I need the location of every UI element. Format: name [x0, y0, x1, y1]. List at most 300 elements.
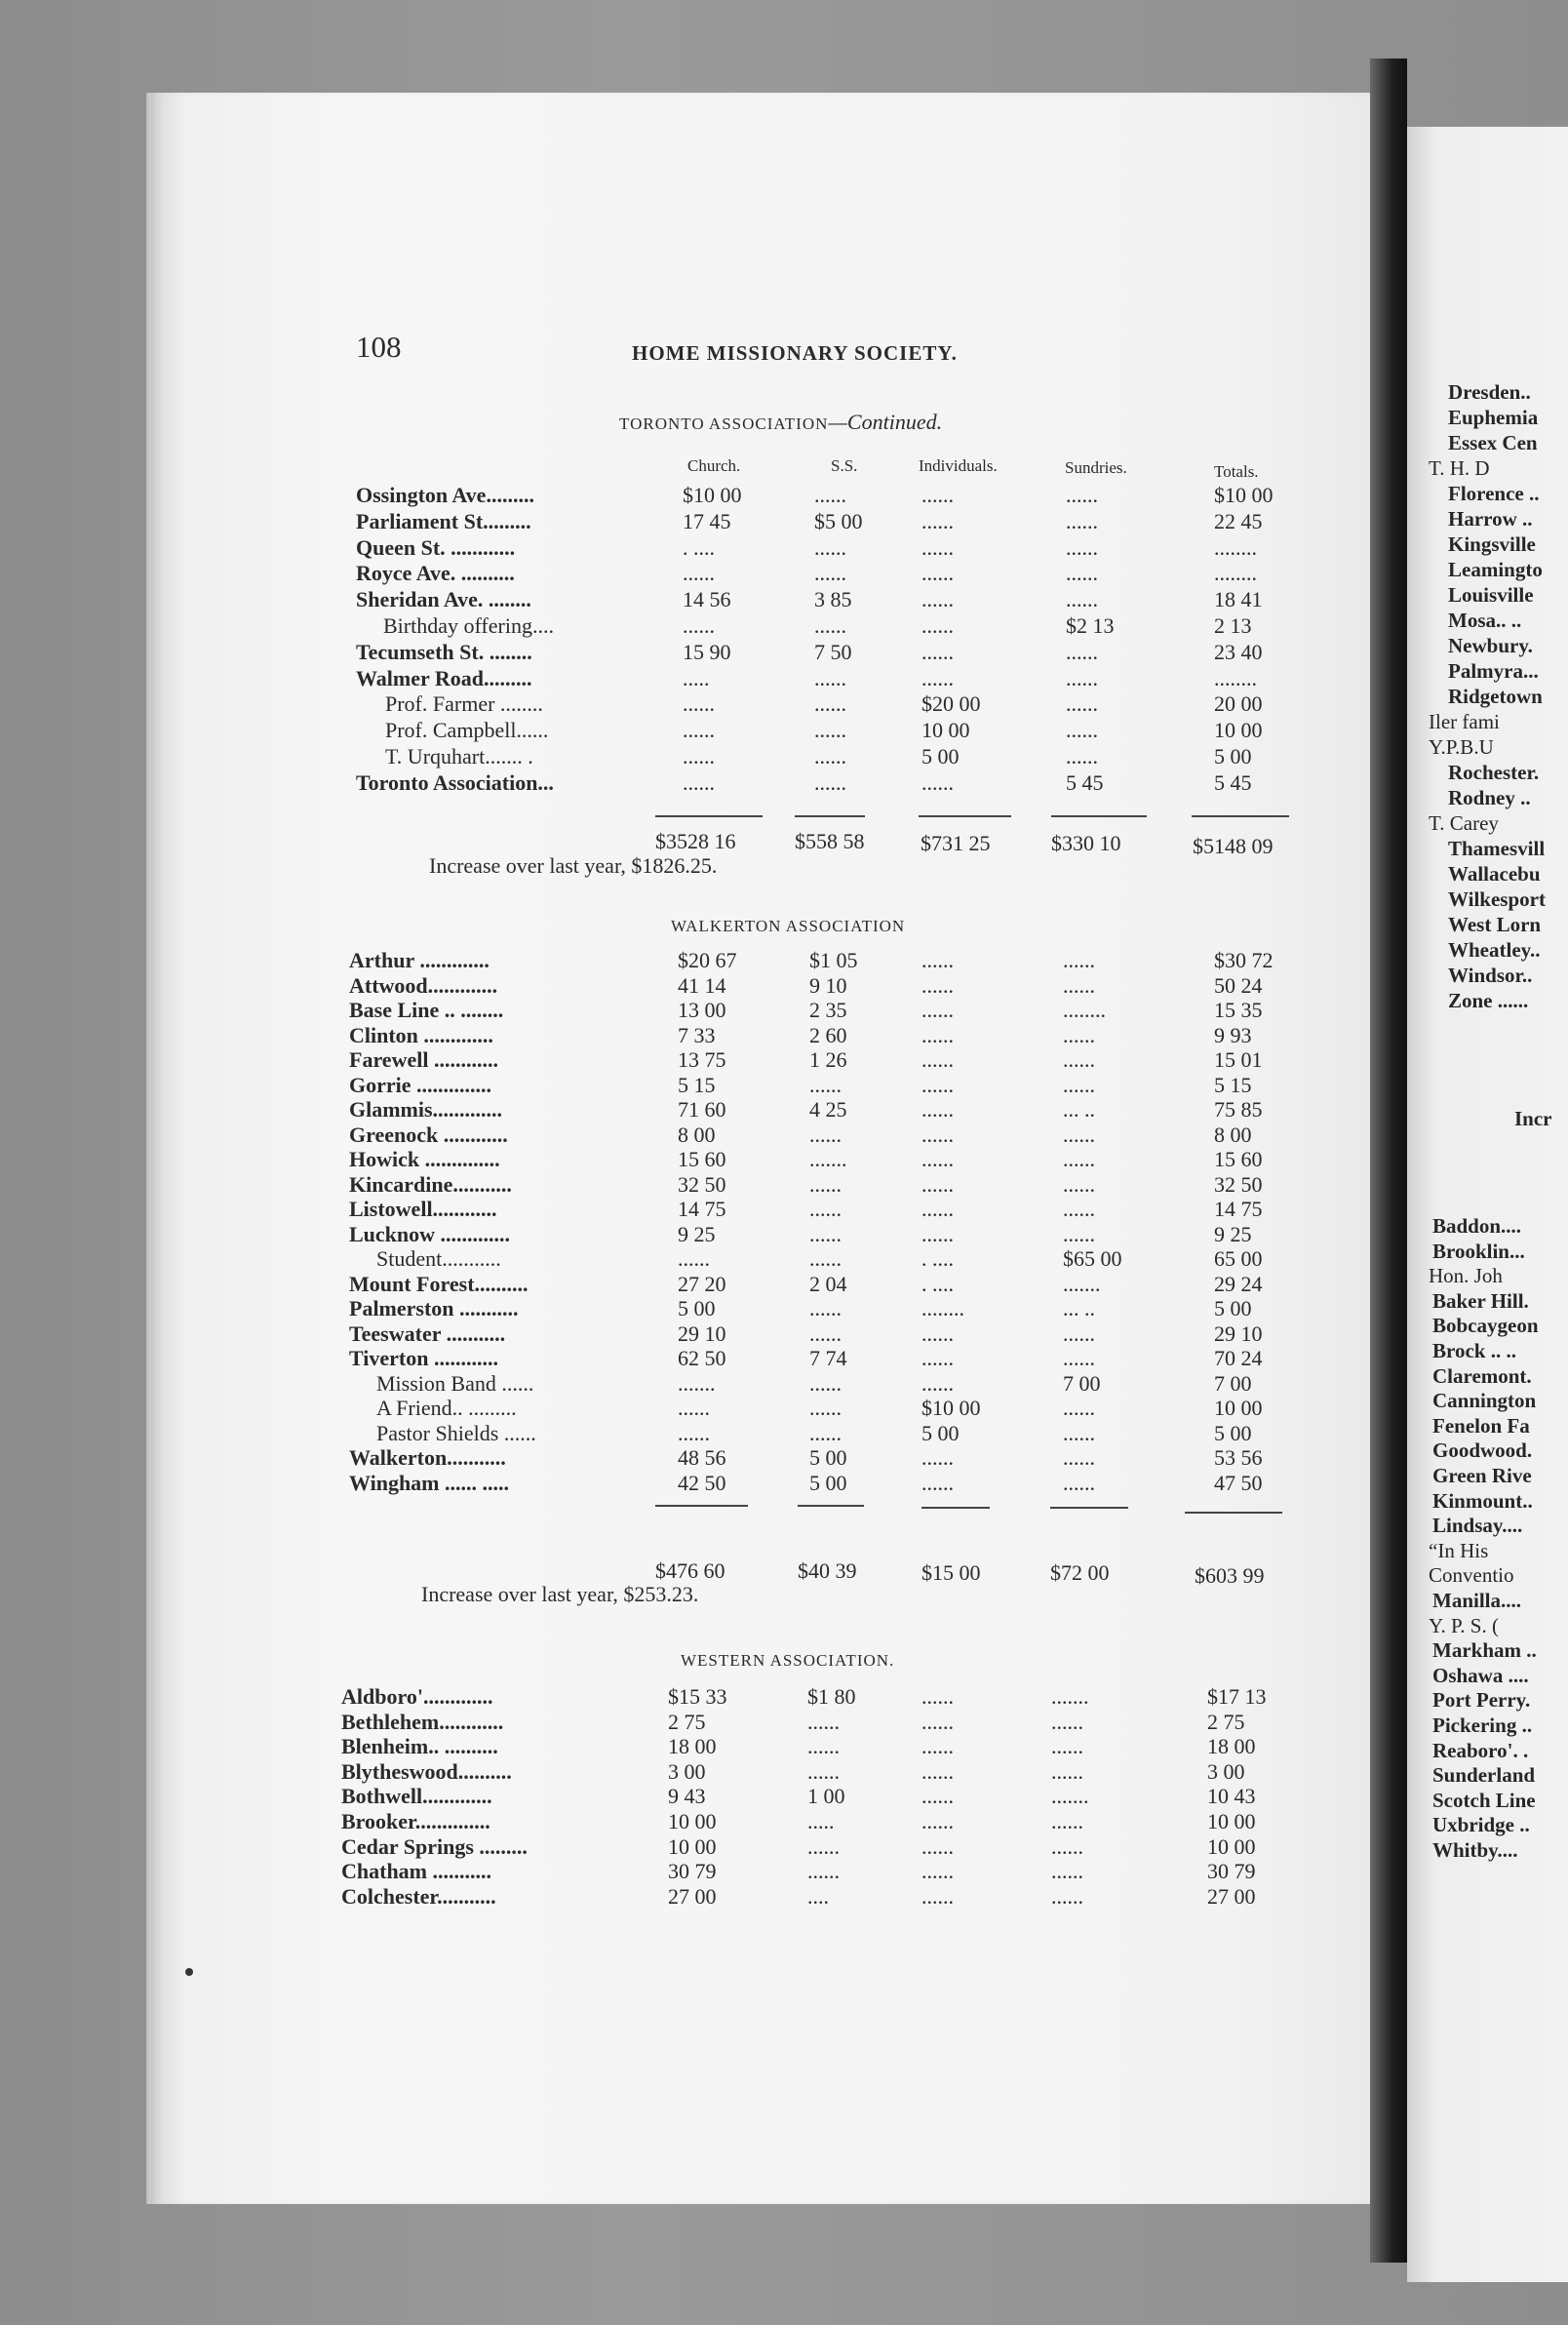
walkerton-total-ss: $40 39: [798, 1558, 857, 1583]
toronto-sundries-cell: ......: [1066, 744, 1098, 768]
walkerton-sundries-cell: ......: [1063, 1221, 1095, 1246]
walkerton-sundries-cell: 7 00: [1063, 1370, 1101, 1396]
western-name: Blenheim.. ..........: [341, 1734, 498, 1759]
toronto-sundries-cell: ......: [1066, 691, 1098, 717]
western-sundries-cell: ......: [1051, 1758, 1083, 1784]
walkerton-sundries-cell: ......: [1063, 1122, 1095, 1147]
column-header-church: Church.: [687, 456, 741, 475]
walkerton-individuals-cell: ......: [921, 998, 954, 1022]
walkerton-totals-cell: 53 56: [1214, 1445, 1263, 1470]
right-page-entry: Brock .. ..: [1432, 1339, 1516, 1362]
walkerton-individuals-cell: . ....: [921, 1271, 954, 1296]
right-page-entry: Bobcaygeon: [1432, 1314, 1539, 1338]
walkerton-ss-cell: ......: [809, 1246, 842, 1271]
walkerton-row: [0, 1471, 1370, 1496]
walkerton-sundries-cell: ......: [1063, 972, 1095, 998]
toronto-name: Tecumseth St. ........: [356, 639, 532, 664]
right-page-entry: Ridgetown: [1448, 685, 1543, 708]
toronto-ss-cell: ......: [814, 769, 846, 795]
toronto-title: TORONTO ASSOCIATION: [619, 414, 829, 433]
walkerton-ss-cell: .......: [809, 1147, 847, 1171]
western-ss-cell: ......: [807, 1734, 840, 1759]
toronto-name: Parliament St.........: [356, 508, 531, 533]
toronto-row: [0, 640, 1370, 665]
walkerton-church-cell: 13 75: [678, 1047, 726, 1072]
walkerton-ss-cell: 5 00: [809, 1445, 847, 1470]
walkerton-name: Kincardine...........: [349, 1171, 512, 1197]
walkerton-church-cell: ......: [678, 1420, 710, 1445]
toronto-totals-cell: ........: [1214, 665, 1257, 690]
toronto-church-cell: 17 45: [683, 508, 731, 533]
walkerton-ss-cell: ......: [809, 1072, 842, 1097]
walkerton-sundries-cell: ......: [1063, 1072, 1095, 1097]
walkerton-totals-cell: $30 72: [1214, 948, 1274, 972]
walkerton-church-cell: 7 33: [678, 1022, 716, 1047]
walkerton-name: Mount Forest..........: [349, 1271, 529, 1296]
toronto-name: Birthday offering....: [383, 613, 554, 638]
walkerton-name: Wingham ...... .....: [349, 1470, 510, 1495]
western-totals-cell: 18 00: [1207, 1734, 1256, 1759]
western-row: [0, 1784, 1370, 1809]
walkerton-sundries-cell: ......: [1063, 1470, 1095, 1495]
walkerton-name: Teeswater ...........: [349, 1320, 506, 1346]
right-page-entry: Whitby....: [1432, 1838, 1518, 1862]
walkerton-totals-cell: 47 50: [1214, 1470, 1263, 1495]
walkerton-row: [0, 1421, 1370, 1446]
toronto-row: [0, 666, 1370, 691]
walkerton-increase: Increase over last year, $253.23.: [421, 1582, 699, 1606]
toronto-ss-cell: $5 00: [814, 508, 863, 533]
walkerton-individuals-cell: ........: [921, 1296, 964, 1320]
western-totals-cell: 2 75: [1207, 1709, 1245, 1734]
western-sundries-cell: .......: [1051, 1784, 1089, 1809]
toronto-ss-cell: ......: [814, 691, 846, 717]
walkerton-totals-cell: 29 10: [1214, 1320, 1263, 1346]
western-row: [0, 1734, 1370, 1759]
western-ss-cell: ......: [807, 1833, 840, 1859]
walkerton-sundries-cell: $65 00: [1063, 1246, 1122, 1271]
right-page-entry: Rodney ..: [1448, 786, 1531, 809]
column-header-individuals: Individuals.: [919, 456, 998, 475]
right-page-entry: Florence ..: [1448, 482, 1540, 505]
walkerton-totals-cell: 15 60: [1214, 1147, 1263, 1171]
toronto-church-cell: $10 00: [683, 483, 742, 507]
column-header-sundries: Sundries.: [1065, 458, 1127, 477]
toronto-sundries-cell: ......: [1066, 483, 1098, 507]
toronto-ss-cell: 7 50: [814, 639, 852, 664]
walkerton-church-cell: 14 75: [678, 1197, 726, 1221]
western-ss-cell: ......: [807, 1758, 840, 1784]
total-rule: [655, 1505, 748, 1507]
toronto-sundries-cell: ......: [1066, 587, 1098, 612]
right-page-entry: Reaboro'. .: [1432, 1738, 1529, 1762]
toronto-individuals-cell: ......: [921, 769, 954, 795]
walkerton-individuals-cell: ......: [921, 1470, 954, 1495]
western-sundries-cell: .......: [1051, 1684, 1089, 1709]
walkerton-ss-cell: ......: [809, 1122, 842, 1147]
walkerton-ss-cell: 2 35: [809, 998, 847, 1022]
western-individuals-cell: ......: [921, 1758, 954, 1784]
walkerton-church-cell: 48 56: [678, 1445, 726, 1470]
toronto-totals-cell: 5 00: [1214, 744, 1252, 768]
right-page-entry: Scotch Line: [1432, 1788, 1536, 1812]
walkerton-ss-cell: 7 74: [809, 1346, 847, 1370]
western-sundries-cell: ......: [1051, 1883, 1083, 1909]
right-page-entry: Oshawa ....: [1432, 1663, 1529, 1687]
walkerton-row: [0, 1272, 1370, 1297]
western-ss-cell: .....: [807, 1809, 835, 1833]
right-page-entry: Iler fami: [1429, 710, 1500, 733]
walkerton-individuals-cell: ......: [921, 1197, 954, 1221]
toronto-name: Prof. Campbell......: [385, 718, 549, 743]
toronto-ss-cell: ......: [814, 613, 846, 638]
walkerton-ss-cell: 4 25: [809, 1097, 847, 1122]
walkerton-totals-cell: 5 00: [1214, 1420, 1252, 1445]
walkerton-ss-cell: ......: [809, 1197, 842, 1221]
walkerton-name: Glammis.............: [349, 1097, 503, 1122]
walkerton-name: Tiverton ............: [349, 1346, 498, 1370]
walkerton-individuals-cell: $10 00: [921, 1396, 981, 1420]
walkerton-totals-cell: 15 35: [1214, 998, 1263, 1022]
walkerton-totals-cell: 32 50: [1214, 1171, 1263, 1197]
right-page-entry: Wallacebu: [1448, 862, 1541, 886]
western-totals-cell: 27 00: [1207, 1883, 1256, 1909]
walkerton-church-cell: 29 10: [678, 1320, 726, 1346]
western-individuals-cell: ......: [921, 1709, 954, 1734]
toronto-row: [0, 718, 1370, 743]
toronto-total-ss: $558 58: [795, 829, 865, 853]
western-name: Colchester...........: [341, 1883, 496, 1909]
toronto-church-cell: 15 90: [683, 639, 731, 664]
walkerton-row: [0, 948, 1370, 973]
western-ss-cell: ......: [807, 1859, 840, 1884]
toronto-sundries-cell: $2 13: [1066, 613, 1115, 638]
walkerton-church-cell: 13 00: [678, 998, 726, 1022]
western-row: [0, 1834, 1370, 1860]
toronto-individuals-cell: ......: [921, 483, 954, 507]
walkerton-individuals-cell: ......: [921, 1370, 954, 1396]
toronto-row: [0, 483, 1370, 508]
western-sundries-cell: ......: [1051, 1734, 1083, 1759]
western-row: [0, 1809, 1370, 1834]
walkerton-totals-cell: 65 00: [1214, 1246, 1263, 1271]
walkerton-total-church: $476 60: [655, 1558, 725, 1583]
walkerton-individuals-cell: ......: [921, 1346, 954, 1370]
right-page-entry: Rochester.: [1448, 761, 1540, 784]
walkerton-name: Greenock ............: [349, 1122, 508, 1147]
western-church-cell: 10 00: [668, 1833, 717, 1859]
walkerton-sundries-cell: ......: [1063, 1047, 1095, 1072]
toronto-totals-cell: 20 00: [1214, 691, 1263, 717]
right-page-entry: West Lorn: [1448, 913, 1542, 936]
walkerton-individuals-cell: ......: [921, 1147, 954, 1171]
walkerton-totals-cell: 50 24: [1214, 972, 1263, 998]
western-name: Aldboro'.............: [341, 1684, 493, 1709]
western-ss-cell: $1 80: [807, 1684, 856, 1709]
toronto-section-title: [619, 410, 942, 435]
walkerton-row: [0, 1047, 1370, 1073]
western-church-cell: $15 33: [668, 1684, 727, 1709]
walkerton-totals-cell: 7 00: [1214, 1370, 1252, 1396]
walkerton-total-sundries: $72 00: [1050, 1560, 1110, 1585]
toronto-individuals-cell: ......: [921, 534, 954, 560]
walkerton-sundries-cell: ........: [1063, 998, 1106, 1022]
toronto-sundries-cell: ......: [1066, 534, 1098, 560]
walkerton-sundries-cell: ......: [1063, 948, 1095, 972]
western-sundries-cell: ......: [1051, 1833, 1083, 1859]
walkerton-name: Howick ..............: [349, 1147, 500, 1171]
walkerton-individuals-cell: ......: [921, 1445, 954, 1470]
toronto-name: Sheridan Ave. ........: [356, 587, 531, 612]
toronto-totals-cell: 10 00: [1214, 718, 1263, 743]
western-church-cell: 3 00: [668, 1758, 706, 1784]
total-rule: [1051, 815, 1147, 817]
toronto-sundries-cell: ......: [1066, 561, 1098, 586]
walkerton-row: [0, 1197, 1370, 1222]
toronto-ss-cell: ......: [814, 744, 846, 768]
western-section-title: WESTERN ASSOCIATION.: [681, 1651, 895, 1670]
western-name: Chatham ...........: [341, 1859, 492, 1884]
toronto-totals-cell: 23 40: [1214, 639, 1263, 664]
walkerton-row: [0, 998, 1370, 1023]
western-totals-cell: 30 79: [1207, 1859, 1256, 1884]
toronto-individuals-cell: 5 00: [921, 744, 960, 768]
walkerton-church-cell: 42 50: [678, 1470, 726, 1495]
right-page-entry: Euphemia: [1448, 406, 1539, 429]
western-individuals-cell: ......: [921, 1684, 954, 1709]
walkerton-church-cell: 27 20: [678, 1271, 726, 1296]
toronto-church-cell: ......: [683, 718, 715, 743]
toronto-ss-cell: ......: [814, 665, 846, 690]
toronto-totals-cell: 18 41: [1214, 587, 1263, 612]
walkerton-row: [0, 1346, 1370, 1371]
toronto-individuals-cell: ......: [921, 639, 954, 664]
right-page-entry: Green Rive: [1432, 1464, 1532, 1487]
walkerton-church-cell: 5 00: [678, 1296, 716, 1320]
western-totals-cell: 10 00: [1207, 1809, 1256, 1833]
right-page-entry: Kingsville: [1448, 532, 1536, 556]
walkerton-sundries-cell: .......: [1063, 1271, 1101, 1296]
walkerton-church-cell: 9 25: [678, 1221, 716, 1246]
walkerton-name: Base Line .. ........: [349, 998, 504, 1022]
toronto-church-cell: .....: [683, 665, 710, 690]
walkerton-individuals-cell: ......: [921, 1221, 954, 1246]
toronto-name: Ossington Ave.........: [356, 483, 534, 507]
walkerton-name: Lucknow .............: [349, 1221, 511, 1246]
total-rule: [919, 815, 1011, 817]
toronto-sundries-cell: ......: [1066, 508, 1098, 533]
walkerton-ss-cell: ......: [809, 1320, 842, 1346]
walkerton-row: [0, 1321, 1370, 1347]
western-totals-cell: 3 00: [1207, 1758, 1245, 1784]
western-row: [0, 1759, 1370, 1785]
total-rule: [1050, 1507, 1128, 1509]
toronto-total-totals: $5148 09: [1193, 834, 1274, 858]
walkerton-totals-cell: 29 24: [1214, 1271, 1263, 1296]
walkerton-row: [0, 1445, 1370, 1471]
toronto-church-cell: . ....: [683, 534, 715, 560]
page-number: 108: [356, 330, 402, 364]
walkerton-church-cell: ......: [678, 1246, 710, 1271]
walkerton-sundries-cell: ......: [1063, 1171, 1095, 1197]
western-name: Bothwell.............: [341, 1784, 492, 1809]
toronto-individuals-cell: ......: [921, 561, 954, 586]
right-page-entry: Claremont.: [1432, 1363, 1532, 1388]
right-page: [1407, 127, 1568, 2282]
walkerton-totals-cell: 14 75: [1214, 1197, 1263, 1221]
right-page-entry: Leamingto: [1448, 558, 1543, 581]
walkerton-individuals-cell: ......: [921, 1122, 954, 1147]
right-page-entry: Lindsay....: [1432, 1514, 1523, 1538]
western-individuals-cell: ......: [921, 1734, 954, 1759]
walkerton-section-title: WALKERTON ASSOCIATION: [671, 917, 906, 935]
walkerton-individuals-cell: ......: [921, 948, 954, 972]
total-rule: [795, 815, 865, 817]
walkerton-individuals-cell: ......: [921, 1097, 954, 1122]
western-church-cell: 18 00: [668, 1734, 717, 1759]
walkerton-ss-cell: ......: [809, 1420, 842, 1445]
western-church-cell: 27 00: [668, 1883, 717, 1909]
walkerton-sundries-cell: ......: [1063, 1420, 1095, 1445]
toronto-individuals-cell: ......: [921, 587, 954, 612]
right-page-entry: T. Carey: [1429, 811, 1499, 835]
walkerton-name: Mission Band ......: [376, 1370, 534, 1396]
walkerton-row: [0, 1396, 1370, 1421]
walkerton-individuals-cell: 5 00: [921, 1420, 960, 1445]
walkerton-row: [0, 1246, 1370, 1272]
right-page-entry: Incr: [1514, 1107, 1552, 1130]
toronto-row: [0, 744, 1370, 769]
toronto-individuals-cell: ......: [921, 508, 954, 533]
walkerton-ss-cell: 9 10: [809, 972, 847, 998]
toronto-church-cell: 14 56: [683, 587, 731, 612]
ink-speck: [185, 1968, 193, 1976]
western-name: Bethlehem............: [341, 1709, 504, 1734]
walkerton-sundries-cell: ......: [1063, 1320, 1095, 1346]
walkerton-totals-cell: 10 00: [1214, 1396, 1263, 1420]
toronto-row: [0, 561, 1370, 586]
walkerton-totals-cell: 8 00: [1214, 1122, 1252, 1147]
total-rule: [1185, 1512, 1282, 1514]
right-page-entry: Zone ......: [1448, 989, 1529, 1012]
walkerton-row: [0, 1073, 1370, 1098]
toronto-individuals-cell: $20 00: [921, 691, 981, 717]
walkerton-sundries-cell: ... ..: [1063, 1097, 1095, 1122]
right-page-entry: Manilla....: [1432, 1589, 1522, 1612]
walkerton-row: [0, 1123, 1370, 1148]
toronto-totals-cell: 5 45: [1214, 769, 1252, 795]
toronto-church-cell: ......: [683, 691, 715, 717]
walkerton-totals-cell: 9 93: [1214, 1022, 1252, 1047]
right-page-entry: Newbury.: [1448, 634, 1533, 657]
right-page-entry: Palmyra...: [1448, 659, 1539, 683]
walkerton-row: [0, 1023, 1370, 1048]
right-page-entry: Thamesvill: [1448, 837, 1546, 860]
western-church-cell: 2 75: [668, 1709, 706, 1734]
toronto-name: Toronto Association...: [356, 769, 554, 795]
walkerton-sundries-cell: ......: [1063, 1197, 1095, 1221]
toronto-name: Prof. Farmer ........: [385, 691, 543, 717]
toronto-totals-cell: 2 13: [1214, 613, 1252, 638]
walkerton-individuals-cell: ......: [921, 1072, 954, 1097]
right-page-entry: T. H. D: [1429, 456, 1490, 480]
toronto-row: [0, 509, 1370, 534]
toronto-sundries-cell: ......: [1066, 665, 1098, 690]
walkerton-name: Listowell............: [349, 1197, 497, 1221]
walkerton-church-cell: 41 14: [678, 972, 726, 998]
toronto-row: [0, 770, 1370, 796]
toronto-name: T. Urquhart....... .: [385, 744, 533, 768]
right-page-entry: Fenelon Fa: [1432, 1413, 1530, 1438]
column-header-ss: S.S.: [831, 456, 858, 475]
western-row: [0, 1710, 1370, 1735]
toronto-total-individuals: $731 25: [921, 831, 991, 855]
right-page-entry: Mosa.. ..: [1448, 609, 1522, 632]
walkerton-individuals-cell: ......: [921, 1022, 954, 1047]
western-ss-cell: ......: [807, 1709, 840, 1734]
walkerton-name: Pastor Shields ......: [376, 1420, 536, 1445]
walkerton-totals-cell: 15 01: [1214, 1047, 1263, 1072]
toronto-church-cell: ......: [683, 769, 715, 795]
walkerton-ss-cell: 1 26: [809, 1047, 847, 1072]
walkerton-name: Arthur ......‌.......: [349, 948, 490, 972]
walkerton-sundries-cell: ... ..: [1063, 1296, 1095, 1320]
walkerton-ss-cell: ......: [809, 1171, 842, 1197]
western-church-cell: 10 00: [668, 1809, 717, 1833]
toronto-sundries-cell: ......: [1066, 718, 1098, 743]
toronto-individuals-cell: ......: [921, 665, 954, 690]
western-church-cell: 30 79: [668, 1859, 717, 1884]
western-individuals-cell: ......: [921, 1859, 954, 1884]
walkerton-name: Walkerton...........: [349, 1445, 506, 1470]
toronto-title-suffix: —Continued.: [828, 410, 943, 434]
right-page-entry: Wheatley..: [1448, 938, 1541, 962]
walkerton-ss-cell: ......: [809, 1370, 842, 1396]
right-page-entry: “In His: [1429, 1538, 1489, 1562]
toronto-totals-cell: ........: [1214, 534, 1257, 560]
right-page-entry: Kinmount..: [1432, 1488, 1533, 1513]
right-page-entry: Essex Cen: [1448, 431, 1538, 454]
western-sundries-cell: ......: [1051, 1809, 1083, 1833]
walkerton-totals-cell: 75 85: [1214, 1097, 1263, 1122]
western-individuals-cell: ......: [921, 1784, 954, 1809]
right-page-entry: Port Perry.: [1432, 1688, 1531, 1713]
walkerton-row: [0, 1296, 1370, 1321]
walkerton-name: Gorrie ..............: [349, 1072, 492, 1097]
walkerton-total-individuals: $15 00: [921, 1560, 981, 1585]
walkerton-row: [0, 1172, 1370, 1198]
toronto-totals-cell: 22 45: [1214, 508, 1263, 533]
right-page-entry: Brooklin...: [1432, 1239, 1525, 1263]
walkerton-sundries-cell: ......: [1063, 1147, 1095, 1171]
toronto-name: Walmer Road.........: [356, 665, 532, 690]
walkerton-church-cell: 62 50: [678, 1346, 726, 1370]
walkerton-totals-cell: 5 00: [1214, 1296, 1252, 1320]
walkerton-name: Clinton .............: [349, 1022, 493, 1047]
right-page-entry: Louisville: [1448, 583, 1534, 607]
toronto-ss-cell: 3 85: [814, 587, 852, 612]
western-totals-cell: $17 13: [1207, 1684, 1267, 1709]
walkerton-name: Student...........: [376, 1246, 501, 1271]
toronto-totals-cell: $10 00: [1214, 483, 1274, 507]
right-page-entry: Y.P.B.U: [1429, 735, 1494, 759]
western-name: Blytheswood..........: [341, 1758, 512, 1784]
walkerton-name: A Friend.. .........: [376, 1396, 517, 1420]
toronto-ss-cell: ......: [814, 534, 846, 560]
toronto-row: [0, 587, 1370, 612]
column-header-totals: Totals.: [1214, 462, 1259, 481]
toronto-ss-cell: ......: [814, 483, 846, 507]
